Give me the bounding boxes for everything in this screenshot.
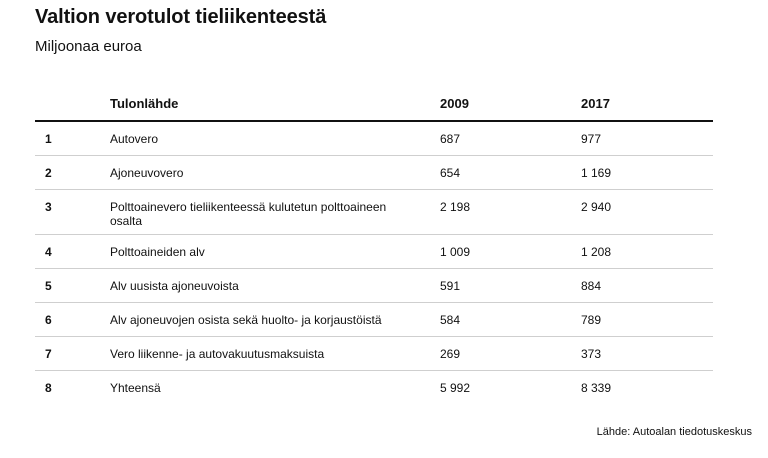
- page-subtitle: Miljoonaa euroa: [35, 38, 142, 55]
- revenue-table: [35, 86, 713, 404]
- source-cell: [110, 303, 440, 337]
- source-label: Ajoneuvovero: [110, 166, 184, 180]
- row-number: 4: [45, 245, 52, 259]
- row-number: 1: [45, 132, 52, 146]
- value-2017: 1 208: [581, 245, 612, 259]
- header-row: [35, 86, 713, 121]
- value-2009-cell: [440, 269, 581, 303]
- table-body: [35, 121, 713, 404]
- value-2009: 269: [440, 347, 461, 361]
- header-2009: 2009: [440, 86, 581, 121]
- row-number-cell: [35, 235, 110, 269]
- value-2017-cell: [581, 303, 713, 337]
- row-number: 6: [45, 313, 52, 327]
- value-2017-cell: [581, 235, 713, 269]
- value-2009: 2 198: [440, 200, 471, 214]
- source-cell: [110, 337, 440, 371]
- source-cell: [110, 371, 440, 405]
- table-row: [35, 235, 713, 269]
- source-label: Alv uusista ajoneuvoista: [110, 279, 239, 293]
- table-row: [35, 303, 713, 337]
- source-label: Alv ajoneuvojen osista sekä huolto- ja korjaustöistä: [110, 313, 382, 327]
- source-label: Yhteensä: [110, 381, 161, 395]
- source-label: Autovero: [110, 132, 159, 146]
- table-header: [35, 86, 713, 121]
- value-2009-cell: [440, 371, 581, 405]
- value-2017-cell: [581, 121, 713, 156]
- table-row: [35, 337, 713, 371]
- row-number-cell: [35, 303, 110, 337]
- value-2009-cell: [440, 156, 581, 190]
- row-number: 3: [45, 200, 52, 214]
- value-2017-cell: [581, 371, 713, 405]
- row-number-cell: [35, 121, 110, 156]
- source-cell: [110, 121, 440, 156]
- value-2017: 373: [581, 347, 602, 361]
- source-cell: [110, 156, 440, 190]
- value-2009: 687: [440, 132, 461, 146]
- value-2009: 654: [440, 166, 461, 180]
- page-title: Valtion verotulot tieliikenteestä: [35, 6, 327, 28]
- value-2009: 591: [440, 279, 461, 293]
- value-2009-cell: [440, 337, 581, 371]
- value-2009-cell: [440, 121, 581, 156]
- table-row: [35, 121, 713, 156]
- value-2009-cell: [440, 190, 581, 235]
- row-number-cell: [35, 156, 110, 190]
- value-2017-cell: [581, 337, 713, 371]
- value-2017: 1 169: [581, 166, 612, 180]
- table-row: [35, 269, 713, 303]
- header-2017: 2017: [581, 86, 713, 121]
- table-row: [35, 190, 713, 235]
- value-2017-cell: [581, 190, 713, 235]
- value-2009: 5 992: [440, 381, 471, 395]
- value-2017: 8 339: [581, 381, 612, 395]
- source-cell: [110, 235, 440, 269]
- source-label: Polttoaineiden alv: [110, 245, 205, 259]
- value-2017: 789: [581, 313, 602, 327]
- source-label: Vero liikenne- ja autovakuutusmaksuista: [110, 347, 325, 361]
- row-number-cell: [35, 269, 110, 303]
- row-number-cell: [35, 371, 110, 405]
- source-note: Lähde: Autoalan tiedotuskeskus: [596, 426, 752, 438]
- value-2009-cell: [440, 303, 581, 337]
- row-number-cell: [35, 337, 110, 371]
- row-number: 8: [45, 381, 52, 395]
- value-2009-cell: [440, 235, 581, 269]
- table-row: [35, 156, 713, 190]
- header-number: [35, 86, 110, 121]
- row-number: 2: [45, 166, 52, 180]
- value-2017: 884: [581, 279, 602, 293]
- value-2017: 2 940: [581, 200, 612, 214]
- table-row-total: [35, 371, 713, 405]
- row-number: 7: [45, 347, 52, 361]
- value-2017-cell: [581, 156, 713, 190]
- row-number-cell: [35, 190, 110, 235]
- source-cell: [110, 190, 440, 235]
- value-2009: 584: [440, 313, 461, 327]
- value-2017-cell: [581, 269, 713, 303]
- header-source: Tulonlähde: [110, 86, 440, 121]
- value-2017: 977: [581, 132, 602, 146]
- source-cell: [110, 269, 440, 303]
- value-2009: 1 009: [440, 245, 471, 259]
- source-label: Polttoainevero tieliikenteessä kulutetun polttoaineen osalta: [110, 200, 387, 228]
- row-number: 5: [45, 279, 52, 293]
